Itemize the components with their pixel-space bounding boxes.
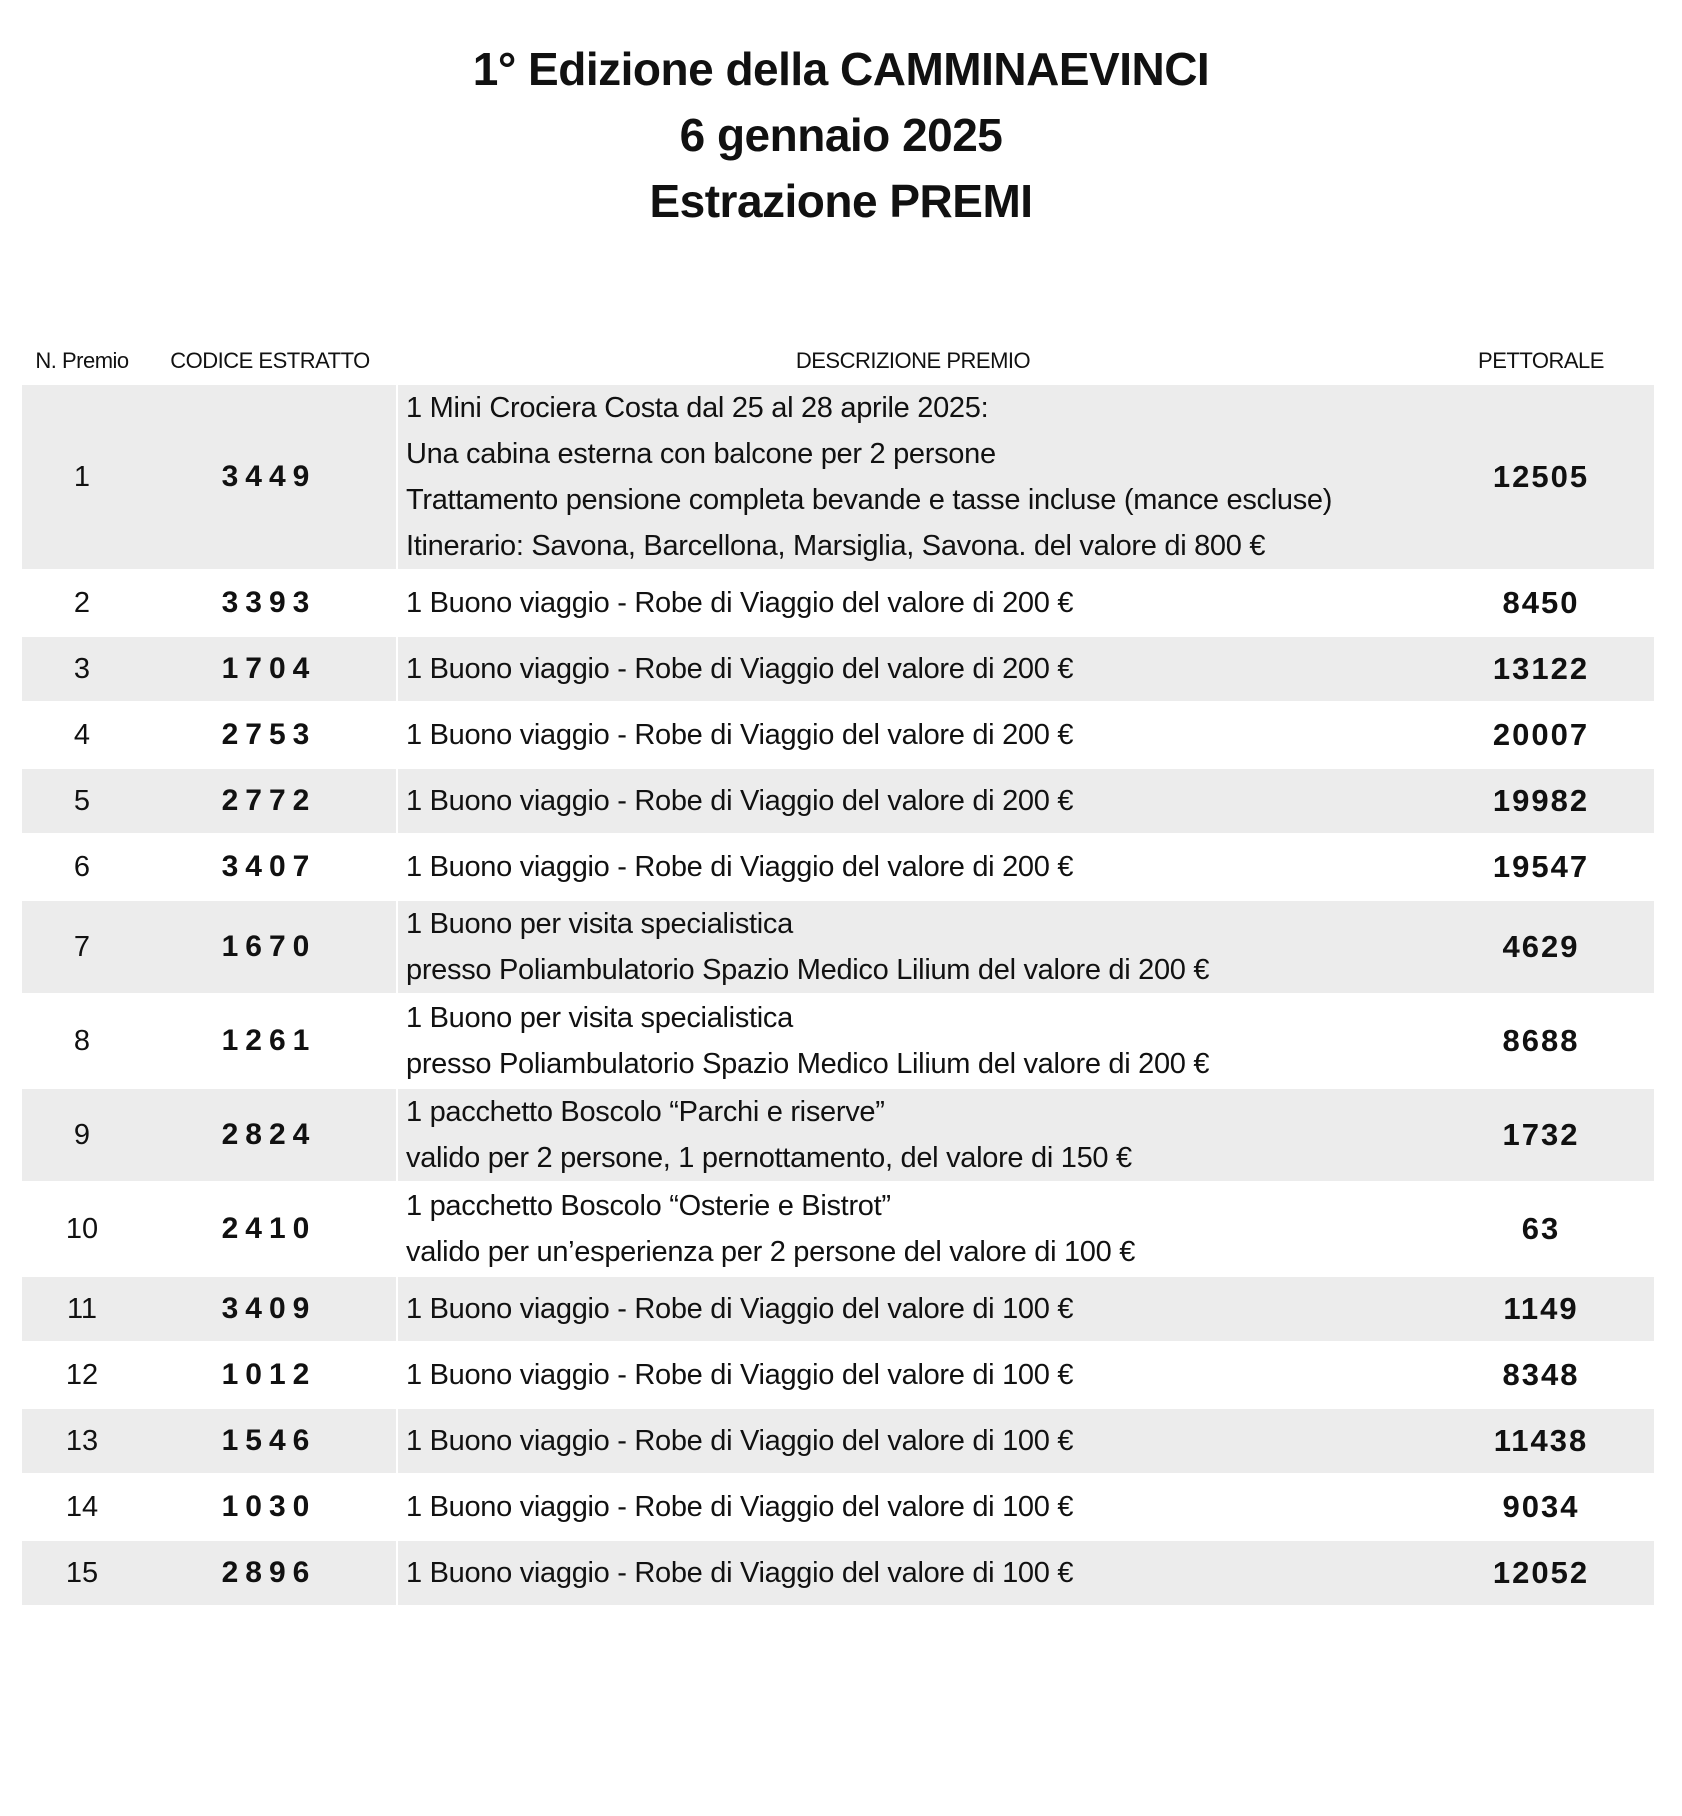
prize-number: 15 <box>22 1541 142 1607</box>
table-row <box>22 901 1654 995</box>
prize-description <box>398 637 1428 703</box>
prize-number: 8 <box>22 995 142 1089</box>
bib-number: 11438 <box>1428 1409 1654 1475</box>
title-edition: 1° Edizione della CAMMINAEVINCI <box>472 43 1210 95</box>
title-draw: Estrazione PREMI <box>649 175 1033 227</box>
bib-number: 12505 <box>1428 385 1654 571</box>
description-line: 1 Buono viaggio - Robe di Viaggio del valore di 100 € <box>406 1425 1074 1457</box>
drawn-code: 3409 <box>142 1277 398 1343</box>
bib-number: 13122 <box>1428 637 1654 703</box>
prize-description <box>398 1089 1428 1183</box>
prize-number: 3 <box>22 637 142 703</box>
description-line: Itinerario: Savona, Barcellona, Marsiglia, Savona. del valore di 800 € <box>406 530 1266 562</box>
drawn-code: 2896 <box>142 1541 398 1607</box>
prize-number: 5 <box>22 769 142 835</box>
title-date: 6 gennaio 2025 <box>679 109 1003 161</box>
drawn-code: 1546 <box>142 1409 398 1475</box>
description-line: valido per 2 persone, 1 pernottamento, del valore di 150 € <box>406 1142 1132 1174</box>
description-line: Una cabina esterna con balcone per 2 persone <box>406 438 996 470</box>
description-line: valido per un’esperienza per 2 persone del valore di 100 € <box>406 1236 1136 1268</box>
bib-number: 19982 <box>1428 769 1654 835</box>
bib-number: 8688 <box>1428 995 1654 1089</box>
table-row <box>22 703 1654 769</box>
prize-description <box>398 385 1428 571</box>
prize-number: 1 <box>22 385 142 571</box>
prize-description <box>398 1541 1428 1607</box>
bib-number: 9034 <box>1428 1475 1654 1541</box>
prize-description <box>398 1409 1428 1475</box>
bib-number: 63 <box>1428 1183 1654 1277</box>
description-line: Trattamento pensione completa bevande e tasse incluse (mance escluse) <box>406 484 1333 516</box>
document-title <box>0 36 1682 234</box>
description-line: 1 Mini Crociera Costa dal 25 al 28 aprile 2025: <box>406 392 989 424</box>
table-row <box>22 1277 1654 1343</box>
description-line: 1 Buono viaggio - Robe di Viaggio del valore di 100 € <box>406 1557 1074 1589</box>
drawn-code: 3393 <box>142 571 398 637</box>
description-line: 1 Buono viaggio - Robe di Viaggio del valore di 200 € <box>406 719 1074 751</box>
column-header-number: N. Premio <box>35 348 129 373</box>
prize-description <box>398 571 1428 637</box>
drawn-code: 1670 <box>142 901 398 995</box>
table-header <box>22 337 1654 385</box>
drawn-code: 2753 <box>142 703 398 769</box>
column-header-description: DESCRIZIONE PREMIO <box>795 348 1031 373</box>
description-line: 1 pacchetto Boscolo “Osterie e Bistrot” <box>406 1190 891 1222</box>
bib-number: 12052 <box>1428 1541 1654 1607</box>
table-row <box>22 769 1654 835</box>
drawn-code: 2410 <box>142 1183 398 1277</box>
description-line: presso Poliambulatorio Spazio Medico Lilium del valore di 200 € <box>406 1048 1210 1080</box>
description-line: 1 Buono viaggio - Robe di Viaggio del valore di 100 € <box>406 1359 1074 1391</box>
table-row <box>22 385 1654 571</box>
bib-number: 1149 <box>1428 1277 1654 1343</box>
column-header-bib: PETTORALE <box>1478 348 1604 373</box>
prize-description <box>398 1183 1428 1277</box>
description-line: 1 Buono per visita specialistica <box>406 1002 793 1034</box>
table-row <box>22 1089 1654 1183</box>
table-row <box>22 637 1654 703</box>
description-line: 1 Buono viaggio - Robe di Viaggio del valore di 200 € <box>406 851 1074 883</box>
column-header-code: CODICE ESTRATTO <box>170 348 370 373</box>
prize-table <box>22 337 1654 1607</box>
drawn-code: 1030 <box>142 1475 398 1541</box>
bib-number: 19547 <box>1428 835 1654 901</box>
prize-number: 13 <box>22 1409 142 1475</box>
description-line: presso Poliambulatorio Spazio Medico Lilium del valore di 200 € <box>406 954 1210 986</box>
description-line: 1 Buono viaggio - Robe di Viaggio del valore di 200 € <box>406 785 1074 817</box>
table-row <box>22 995 1654 1089</box>
bib-number: 8348 <box>1428 1343 1654 1409</box>
description-line: 1 Buono viaggio - Robe di Viaggio del valore di 200 € <box>406 587 1074 619</box>
prize-number: 11 <box>22 1277 142 1343</box>
prize-description <box>398 1343 1428 1409</box>
description-line: 1 Buono viaggio - Robe di Viaggio del valore di 100 € <box>406 1491 1074 1523</box>
prize-description <box>398 703 1428 769</box>
description-line: 1 Buono viaggio - Robe di Viaggio del valore di 200 € <box>406 653 1074 685</box>
bib-number: 1732 <box>1428 1089 1654 1183</box>
bib-number: 4629 <box>1428 901 1654 995</box>
table-row <box>22 1541 1654 1607</box>
drawn-code: 1704 <box>142 637 398 703</box>
table-row <box>22 1475 1654 1541</box>
prize-number: 9 <box>22 1089 142 1183</box>
header-row <box>22 337 1654 385</box>
prize-number: 12 <box>22 1343 142 1409</box>
prize-number: 7 <box>22 901 142 995</box>
prize-number: 4 <box>22 703 142 769</box>
table-body <box>22 385 1654 1607</box>
prize-description <box>398 835 1428 901</box>
drawn-code: 3449 <box>142 385 398 571</box>
drawn-code: 3407 <box>142 835 398 901</box>
prize-number: 10 <box>22 1183 142 1277</box>
prize-number: 14 <box>22 1475 142 1541</box>
table-row <box>22 1409 1654 1475</box>
prize-description <box>398 1277 1428 1343</box>
description-line: 1 Buono viaggio - Robe di Viaggio del valore di 100 € <box>406 1293 1074 1325</box>
description-line: 1 pacchetto Boscolo “Parchi e riserve” <box>406 1096 885 1128</box>
table-row <box>22 571 1654 637</box>
bib-number: 8450 <box>1428 571 1654 637</box>
prize-description <box>398 769 1428 835</box>
drawn-code: 2772 <box>142 769 398 835</box>
prize-description <box>398 995 1428 1089</box>
prize-number: 2 <box>22 571 142 637</box>
prize-description <box>398 901 1428 995</box>
prize-description <box>398 1475 1428 1541</box>
drawn-code: 2824 <box>142 1089 398 1183</box>
table-row <box>22 1343 1654 1409</box>
drawn-code: 1012 <box>142 1343 398 1409</box>
table-row <box>22 1183 1654 1277</box>
description-line: 1 Buono per visita specialistica <box>406 908 793 940</box>
prize-number: 6 <box>22 835 142 901</box>
table-row <box>22 835 1654 901</box>
drawn-code: 1261 <box>142 995 398 1089</box>
bib-number: 20007 <box>1428 703 1654 769</box>
